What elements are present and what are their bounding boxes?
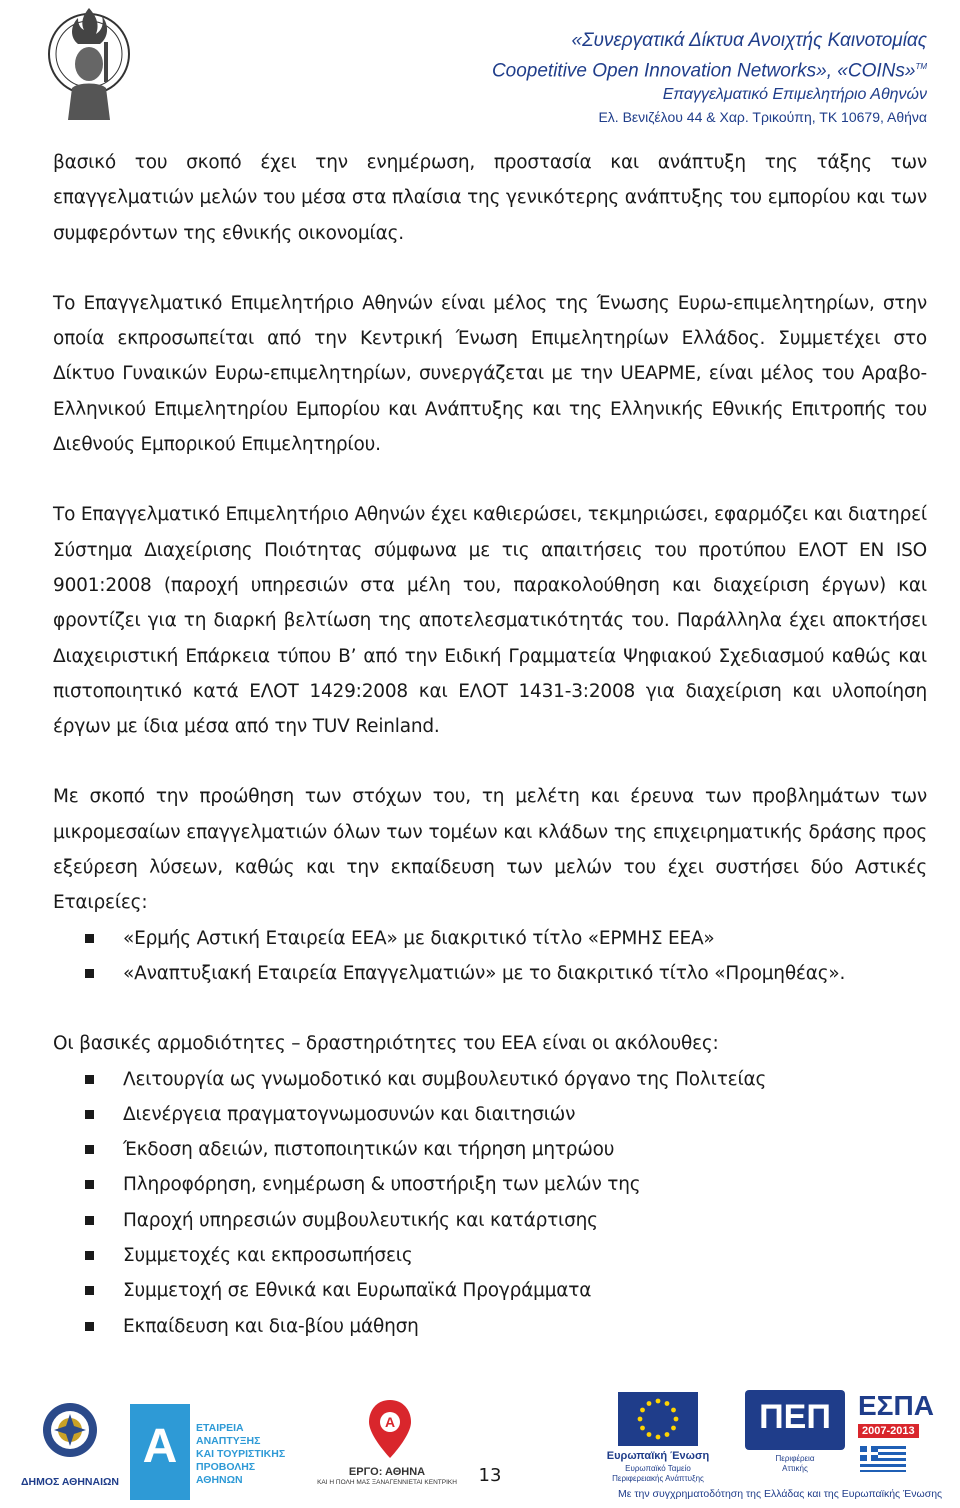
paragraph-3: Το Επαγγελματικό Επιμελητήριο Αθηνών έχει καθιερώσει, τεκμηριώσει, εφαρμόζει και διατηρεί Σύστημα Διαχείρισης Ποιότητας σύμφωνα με τις απαιτήσεις του προτύπου ΕΛΟΤ EN ISO 9001:2008 (παροχή υπηρεσιών στα μέλη του, παρακολούθηση και διαχείριση έργων) και φροντίζει για τη διαρκή βελτίωση της αποτελεσματικότητάς του. Παράλληλα έχει αποκτήσει Διαχειριστική Επάρκεια τύπου Β’ από την Ειδική Γραμματεία Ψηφιακού Σχεδιασμού καθώς και πιστοποιητικό κατά ΕΛΟΤ 1429:2008 και ΕΛΟΤ 1431-3:2008 για διαχείριση και υλοποίηση έργων με ίδια μέσα από την TUV Reinland. [53, 504, 927, 738]
list-item: «Αναπτυξιακή Εταιρεία Επαγγελματιών» με το διακριτικό τίτλο «Προμηθέας». [53, 956, 927, 991]
paragraph-4: Με σκοπό την προώθηση των στόχων του, τη μελέτη και έρευνα των προβλημάτων των μικρομεσαίων επαγγελματιών όλων των τομέων και κλάδων της επιχειρηματικής δράσης προς εξεύρεση λύσεων, καθώς και την εκπαίδευση των μελών του έχει συστήσει δύο Αστικές Εταιρείες: [53, 786, 927, 914]
eu-sublabel: Ευρωπαϊκό Ταμείο Περιφερειακής Ανάπτυξης [612, 1464, 704, 1483]
header-address: Ελ. Βενιζέλου 44 & Χαρ. Τρικούπη, ΤΚ 10679, Αθήνα [598, 109, 927, 126]
espa-years: 2007-2013 [858, 1424, 919, 1438]
header-project-subtitle: Coopetitive Open Innovation Networks», «COINs» [491, 60, 916, 82]
list-item: Έκδοση αδειών, πιστοποιητικών και τήρηση μητρώου [53, 1132, 927, 1167]
header-org-name: Επαγγελματικό Επιμελητήριο Αθηνών [662, 86, 927, 104]
eu-label: Ευρωπαϊκή Ένωση [606, 1450, 710, 1462]
svg-text:Α: Α [384, 1414, 396, 1430]
athina-company-logo-icon [130, 1404, 190, 1500]
header-text-block [492, 28, 927, 128]
list-item: Εκπαίδευση και δια-βίου μάθηση [53, 1309, 927, 1344]
dimos-athinaion-emblem-icon [28, 1400, 112, 1470]
pep-logo-text: ΠΕΠ [759, 1398, 831, 1436]
greek-flag-icon [860, 1446, 906, 1472]
page-body [53, 145, 927, 1344]
duties-list [53, 1062, 927, 1344]
ergo-athina-sublabel: ΚΑΙ Η ΠΟΛΗ ΜΑΣ ΞΑΝΑΓΕΝΝΙΕΤΑΙ ΚΕΝΤΡΙΚΗ [317, 1479, 457, 1486]
cofunding-tagline: Με την συγχρηματοδότηση της Ελλάδας και της Ευρωπαϊκής Ένωσης [618, 1488, 943, 1500]
page-header [0, 0, 960, 130]
page-number: 13 [478, 1465, 502, 1486]
espa-logo-text: ΕΣΠΑ [858, 1390, 934, 1421]
list-item: Πληροφόρηση, ενημέρωση & υποστήριξη των μελών της [53, 1167, 927, 1202]
paragraph-2: Το Επαγγελματικό Επιμελητήριο Αθηνών είναι μέλος της Ένωσης Ευρω-επιμελητηρίων, στην οποία εκπροσωπείται από την Κεντρική Ένωση Επιμελητηρίων Ελλάδος. Συμμετέχει στο Δίκτυο Γυναικών Ευρω-επιμελητηρίων, συνεργάζεται με την UEAPME, είναι μέλος του Αραβο-Ελληνικού Επιμελητηρίου Εμπορίου και Ανάπτυξης και της Ελληνικής Εθνικής Επιτροπής του Διεθνούς Εμπορικού Επιμελητηρίου. [53, 292, 927, 456]
svg-text:Α: Α [142, 1420, 178, 1473]
paragraph-5: Οι βασικές αρμοδιότητες – δραστηριότητες του ΕΕΑ είναι οι ακόλουθες: [53, 1033, 719, 1055]
list-item: «Ερμής Αστική Εταιρεία ΕΕΑ» με διακριτικό τίτλο «ΕΡΜΗΣ ΕΕΑ» [53, 921, 927, 956]
list-item: Συμμετοχή σε Εθνικά και Ευρωπαϊκά Προγράμματα [53, 1273, 927, 1308]
ergo-athina-logo-icon [335, 1396, 445, 1468]
prometheus-logo [46, 2, 132, 120]
list-item: Συμμετοχές και εκπροσωπήσεις [53, 1238, 927, 1273]
eu-flag-icon [618, 1392, 698, 1446]
page-footer [0, 1378, 960, 1508]
paragraph-1: βασικό του σκοπό έχει την ενημέρωση, προστασία και ανάπτυξη της τάξης των επαγγελματιών μελών του μέσα στα πλαίσια της γενικότερης ανάπτυξης του εμπορίου και των συμφερόντων της εθνικής οικονομίας. [53, 152, 927, 244]
pep-sublabel: Περιφέρεια Αττικής [775, 1454, 815, 1473]
ergo-athina-label: ΕΡΓΟ: ΑΘΗΝΑ [348, 1466, 426, 1478]
etaireia-anaptyxis-label: ΕΤΑΙΡΕΙΑ ΑΝΑΠΤΥΞΗΣ ΚΑΙ ΤΟΥΡΙΣΤΙΚΗΣ ΠΡΟΒΟΛΗΣ ΑΘΗΝΩΝ [196, 1422, 286, 1486]
companies-list [53, 921, 927, 992]
list-item: Διενέργεια πραγματογνωμοσυνών και διαιτησιών [53, 1097, 927, 1132]
tm-mark: TM [915, 62, 927, 71]
list-item: Παροχή υπηρεσιών συμβουλευτικής και κατάρτισης [53, 1203, 927, 1238]
dimos-athinaion-label: ΔΗΜΟΣ ΑΘΗΝΑΙΩΝ [20, 1476, 119, 1488]
header-project-title: «Συνεργατικά Δίκτυα Ανοιχτής Καινοτομίας [571, 30, 927, 51]
list-item: Λειτουργία ως γνωμοδοτικό και συμβουλευτικό όργανο της Πολιτείας [53, 1062, 927, 1097]
